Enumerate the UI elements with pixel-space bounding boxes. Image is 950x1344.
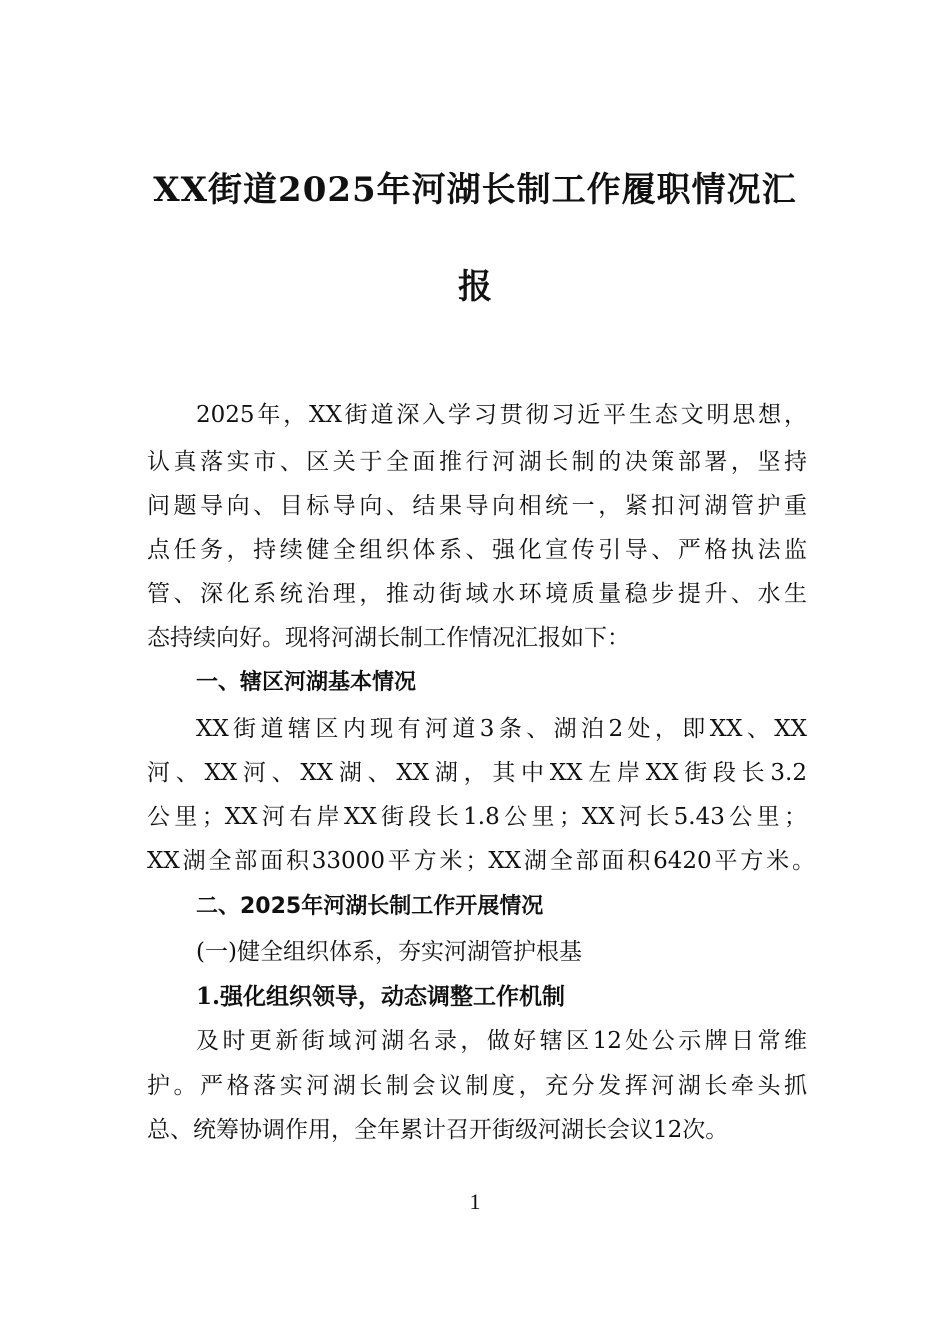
intro-line-1: 2025年，XX街道深入学习贯彻习近平生态文明思想， <box>196 402 807 428</box>
document-title-line-2: 报 <box>458 267 492 307</box>
subsection-1-heading: (一)健全组织体系，夯实河湖管护根基 <box>196 939 582 965</box>
intro-line-2: 认真落实市、区关于全面推行河湖长制的决策部署，坚持 <box>147 449 807 475</box>
item-1-line-2: 护。严格落实河湖长制会议制度，充分发挥河湖长牵头抓 <box>147 1073 807 1099</box>
intro-line-5: 管、深化系统治理，推动街域水环境质量稳步提升、水生 <box>147 581 807 607</box>
item-1-line-3: 总、统筹协调作用，全年累计召开街级河湖长会议12次。 <box>147 1117 729 1143</box>
intro-line-4: 点任务，持续健全组织体系、强化宣传引导、严格执法监 <box>147 537 807 563</box>
section-1-heading: 一、辖区河湖基本情况 <box>196 670 417 695</box>
section-1-line-4: XX湖全部面积33000平方米；XX湖全部面积6420平方米。 <box>147 848 815 874</box>
item-1-line-1: 及时更新街域河湖名录，做好辖区12处公示牌日常维 <box>196 1028 807 1054</box>
document-title-line-1: XX街道2025年河湖长制工作履职情况汇 <box>153 170 797 210</box>
intro-line-3: 问题导向、目标导向、结果导向相统一，紧扣河湖管护重 <box>147 493 807 519</box>
section-1-line-1: XX街道辖区内现有河道3条、湖泊2处，即XX、XX <box>196 716 807 742</box>
item-1-heading: 1.强化组织领导，动态调整工作机制 <box>196 983 566 1010</box>
section-2-heading: 二、2025年河湖长制工作开展情况 <box>196 894 544 919</box>
page-number: 1 <box>469 1189 481 1214</box>
section-1-line-3: 公里；XX河右岸XX街段长1.8公里；XX河长5.43公里； <box>147 804 807 830</box>
section-1-line-2: 河、XX河、XX湖、XX湖，其中XX左岸XX街段长3.2 <box>147 760 807 786</box>
intro-line-6: 态持续向好。现将河湖长制工作情况汇报如下： <box>147 625 630 651</box>
